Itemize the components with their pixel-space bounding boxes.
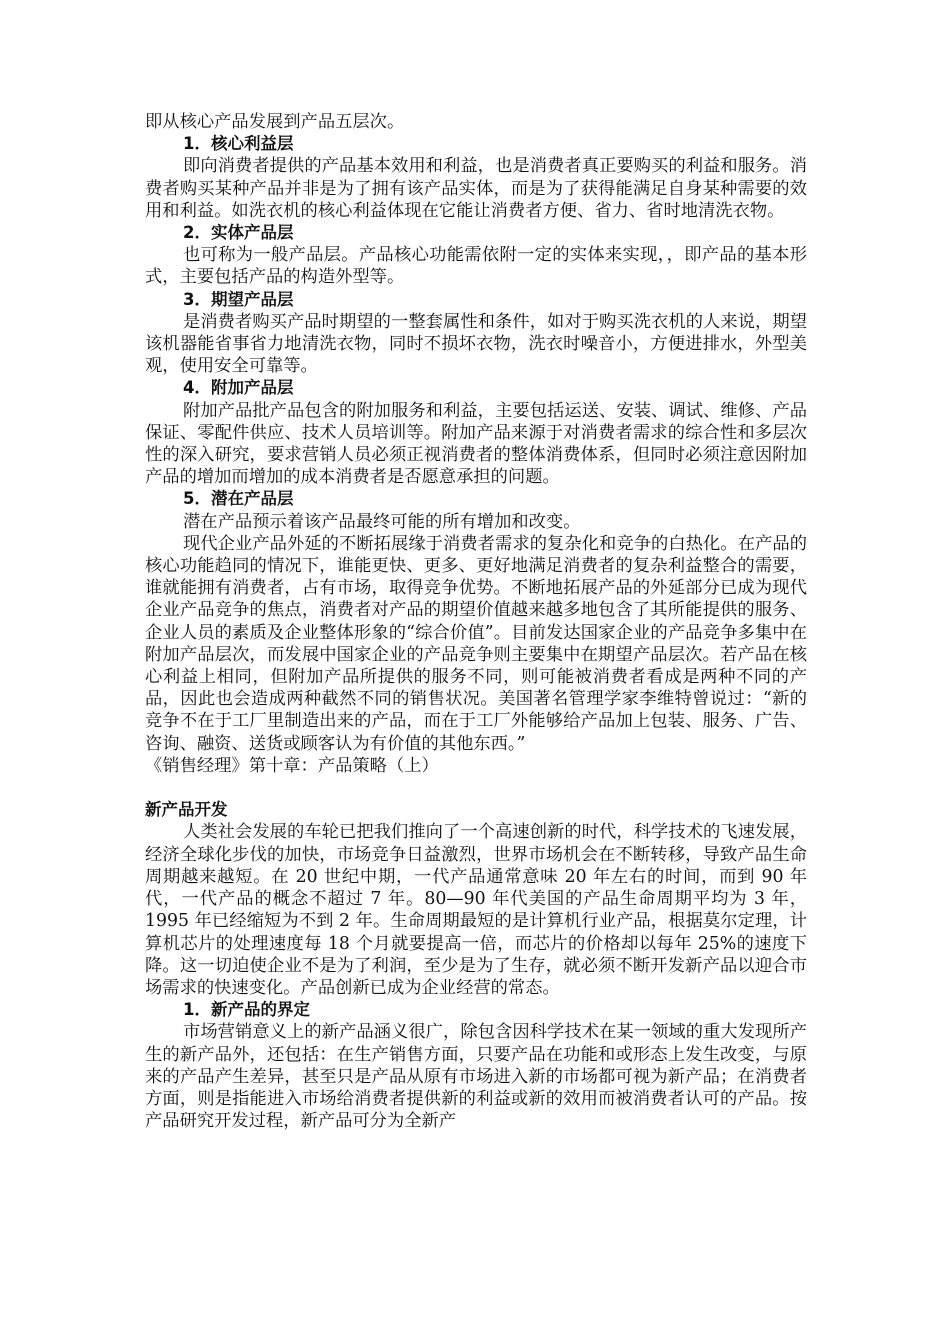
- heading-core-benefit: 1．核心利益层: [183, 134, 294, 154]
- heading-expected-product: 3．期望产品层: [183, 289, 294, 309]
- intro-tail-paragraph: 即从核心产品发展到产品五层次。: [145, 112, 405, 132]
- blank-line: [145, 777, 807, 799]
- heading-augmented-product: 4．附加产品层: [183, 378, 294, 398]
- heading-potential-product: 5．潜在产品层: [183, 489, 294, 509]
- paragraph-product-extension: 现代企业产品外延的不断拓展缘于消费者需求的复杂化和竞争的白热化。在产品的核心功能趋同的情况下，谁能更快、更多、更好地满足消费者的复杂利益整合的需要，谁就能拥有消费者，占有市场，取得竞争优势。不断地拓展产品的外延部分已成为现代企业产品竞争的焦点，消费者对产品的期望价值越来越多地包含了其所能提供的服务、企业人员的素质及企业整体形象的“综合价值”。目前发达国家企业的产品竞争多集中在附加产品层次，而发展中国家企业的产品竞争则主要集中在期望产品层次。若产品在核心利益上相同，但附加产品所提供的服务不同，则可能被消费者看成是两种不同的产品，因此也会造成两种截然不同的销售状况。美国著名管理学家李维特曾说过：“新的竞争不在于工厂里制造出来的产品，而在于工厂外能够给产品加上包装、服务、广告、咨询、融资、送货或顾客认为有价值的其他东西。”: [145, 533, 807, 754]
- heading-new-product-definition: 1．新产品的界定: [183, 1000, 310, 1020]
- paragraph-augmented-product: 附加产品批产品包含的附加服务和利益，主要包括运送、安装、调试、维修、产品保证、零配件供应、技术人员培训等。附加产品来源于对消费者需求的综合性和多层次性的深入研究，要求营销人员必须正视消费者的整体消费体系，但同时必须注意因附加产品的增加而增加的成本消费者是否愿意承担的问题。: [145, 400, 807, 488]
- paragraph-new-product-definition: 市场营销意义上的新产品涵义很广，除包含因科学技术在某一领域的重大发现所产生的新产品外，还包括：在生产销售方面，只要产品在功能和或形态上发生改变，与原来的产品产生差异，甚至只是产品从原有市场进入新的市场都可视为新产品；在消费者方面，则是指能进入市场给消费者提供新的利益或新的效用而被消费者认可的产品。按产品研究开发过程，新产品可分为全新产: [145, 1022, 807, 1132]
- paragraph-physical-product: 也可称为一般产品层。产品核心功能需依附一定的实体来实现，，即产品的基本形式，主要包括产品的构造外型等。: [145, 245, 807, 288]
- paragraph-expected-product: 是消费者购买产品时期望的一整套属性和条件，如对于购买洗衣机的人来说，期望该机器能省事省力地清洗衣物，同时不损坏衣物，洗衣时噪音小，方便进排水，外型美观，使用安全可靠等。: [145, 311, 807, 377]
- section-title: 新产品开发: [145, 800, 228, 820]
- paragraph-innovation-era: 人类社会发展的车轮已把我们推向了一个高速创新的时代，科学技术的飞速发展，经济全球化步伐的加快，市场竞争日益激烈，世界市场机会在不断转移，导致产品生命周期越来越短。在 20 世纪中期，一代产品通常意味 20 年左右的时间，而到 90 年代，一代产品的概念不超过 7 年。80—90 年代美国的产品生命周期平均为 3 年，1995 年已经缩短为不到 2 年。生命周期最短的是计算机行业产品，根据莫尔定理，计算机芯片的处理速度每 18 个月就要提高一倍，而芯片的价格却以每年 25%的速度下降。这一切迫使企业不是为了利润，至少是为了生存，就必须不断开发新产品以迎合市场需求的快速变化。产品创新已成为企业经营的常态。: [145, 822, 807, 998]
- document-page: [145, 111, 807, 1132]
- paragraph-core-benefit: 即向消费者提供的产品基本效用和利益，也是消费者真正要购买的利益和服务。消费者购买某种产品并非是为了拥有该产品实体，而是为了获得能满足自身某种需要的效用和利益。如洗衣机的核心利益体现在它能让消费者方便、省力、省时地清洗衣物。: [145, 156, 807, 221]
- heading-physical-product: 2．实体产品层: [183, 223, 294, 243]
- source-line: 《销售经理》第十章：产品策略（上）: [145, 755, 439, 776]
- paragraph-potential-product: 潜在产品预示着该产品最终可能的所有增加和改变。: [183, 511, 581, 532]
